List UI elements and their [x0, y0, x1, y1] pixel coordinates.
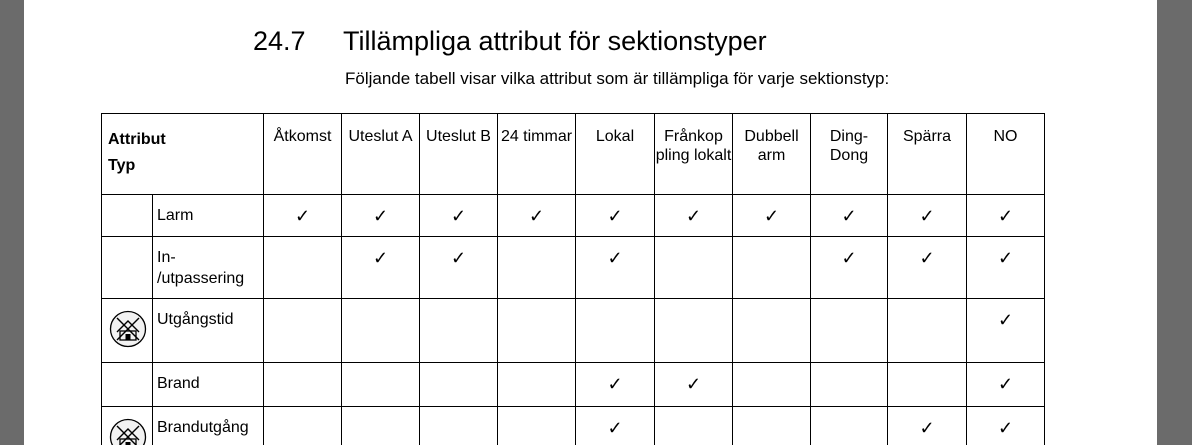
- empty-cell: [498, 299, 576, 363]
- check-mark-cell: ✓: [576, 363, 655, 407]
- empty-cell: [811, 407, 888, 445]
- check-mark-cell: ✓: [342, 195, 420, 237]
- house-exit-icon: [109, 310, 147, 348]
- column-header: Åtkomst: [264, 114, 342, 195]
- column-header: Dubbell arm: [733, 114, 811, 195]
- check-mark-cell: ✓: [655, 195, 733, 237]
- check-mark-cell: ✓: [420, 237, 498, 299]
- section-intro: Följande tabell visar vilka attribut som är tillämpliga för varje sektionstyp:: [345, 69, 890, 88]
- row-label: Larm: [153, 195, 264, 237]
- empty-cell: [733, 407, 811, 445]
- row-icon-cell: [102, 195, 153, 237]
- empty-cell: [733, 363, 811, 407]
- table-row: [102, 237, 1045, 299]
- row-icon-cell: [102, 363, 153, 407]
- check-mark-cell: ✓: [811, 237, 888, 299]
- check-mark-cell: ✓: [342, 237, 420, 299]
- column-header: 24 timmar: [498, 114, 576, 195]
- empty-cell: [342, 363, 420, 407]
- check-mark-cell: ✓: [967, 299, 1045, 363]
- table-header-row: [102, 114, 1045, 195]
- empty-cell: [420, 299, 498, 363]
- empty-cell: [655, 407, 733, 445]
- house-exit-icon: [109, 418, 147, 445]
- table-row: [102, 195, 1045, 237]
- row-label: Utgångstid: [153, 299, 264, 363]
- empty-cell: [420, 407, 498, 445]
- check-mark-cell: ✓: [264, 195, 342, 237]
- check-mark-cell: ✓: [967, 195, 1045, 237]
- row-label: Brandutgång: [153, 407, 264, 445]
- row-icon-cell: [102, 237, 153, 299]
- section-number: 24.7: [253, 26, 306, 56]
- attribute-table: [101, 113, 1045, 445]
- check-mark-cell: ✓: [733, 195, 811, 237]
- empty-cell: [888, 363, 967, 407]
- check-mark-cell: ✓: [967, 407, 1045, 445]
- row-icon-cell: [102, 407, 153, 445]
- empty-cell: [811, 299, 888, 363]
- document-page: [24, 0, 1157, 445]
- check-mark-cell: ✓: [888, 195, 967, 237]
- empty-cell: [888, 299, 967, 363]
- empty-cell: [342, 299, 420, 363]
- column-header: Frånkop pling lokalt: [655, 114, 733, 195]
- row-label: Brand: [153, 363, 264, 407]
- check-mark-cell: ✓: [888, 407, 967, 445]
- empty-cell: [733, 299, 811, 363]
- column-header: Uteslut A: [342, 114, 420, 195]
- corner-typ-label: Typ: [108, 157, 136, 174]
- section-title: Tillämpliga attribut för sektionstyper: [343, 26, 767, 56]
- viewer-right-margin: [1157, 0, 1192, 445]
- empty-cell: [264, 407, 342, 445]
- check-mark-cell: ✓: [655, 363, 733, 407]
- corner-attribut-label: Attribut: [108, 131, 166, 148]
- check-mark-cell: ✓: [576, 407, 655, 445]
- column-header: Spärra: [888, 114, 967, 195]
- section-heading: [253, 26, 767, 57]
- viewer-left-margin: [0, 0, 24, 445]
- empty-cell: [264, 237, 342, 299]
- table-row: [102, 299, 1045, 363]
- column-header: Uteslut B: [420, 114, 498, 195]
- check-mark-cell: ✓: [967, 363, 1045, 407]
- empty-cell: [811, 363, 888, 407]
- empty-cell: [264, 363, 342, 407]
- check-mark-cell: ✓: [498, 195, 576, 237]
- table-corner-cell: [102, 114, 264, 195]
- check-mark-cell: ✓: [576, 195, 655, 237]
- empty-cell: [342, 407, 420, 445]
- check-mark-cell: ✓: [576, 237, 655, 299]
- empty-cell: [655, 237, 733, 299]
- empty-cell: [733, 237, 811, 299]
- check-mark-cell: ✓: [888, 237, 967, 299]
- empty-cell: [576, 299, 655, 363]
- column-header: Lokal: [576, 114, 655, 195]
- empty-cell: [498, 407, 576, 445]
- check-mark-cell: ✓: [811, 195, 888, 237]
- empty-cell: [498, 363, 576, 407]
- column-header: NO: [967, 114, 1045, 195]
- empty-cell: [264, 299, 342, 363]
- table-row: [102, 407, 1045, 445]
- check-mark-cell: ✓: [420, 195, 498, 237]
- check-mark-cell: ✓: [967, 237, 1045, 299]
- empty-cell: [498, 237, 576, 299]
- row-icon-cell: [102, 299, 153, 363]
- column-header: Ding- Dong: [811, 114, 888, 195]
- empty-cell: [420, 363, 498, 407]
- empty-cell: [655, 299, 733, 363]
- table-row: [102, 363, 1045, 407]
- row-label: In- /utpassering: [153, 237, 264, 299]
